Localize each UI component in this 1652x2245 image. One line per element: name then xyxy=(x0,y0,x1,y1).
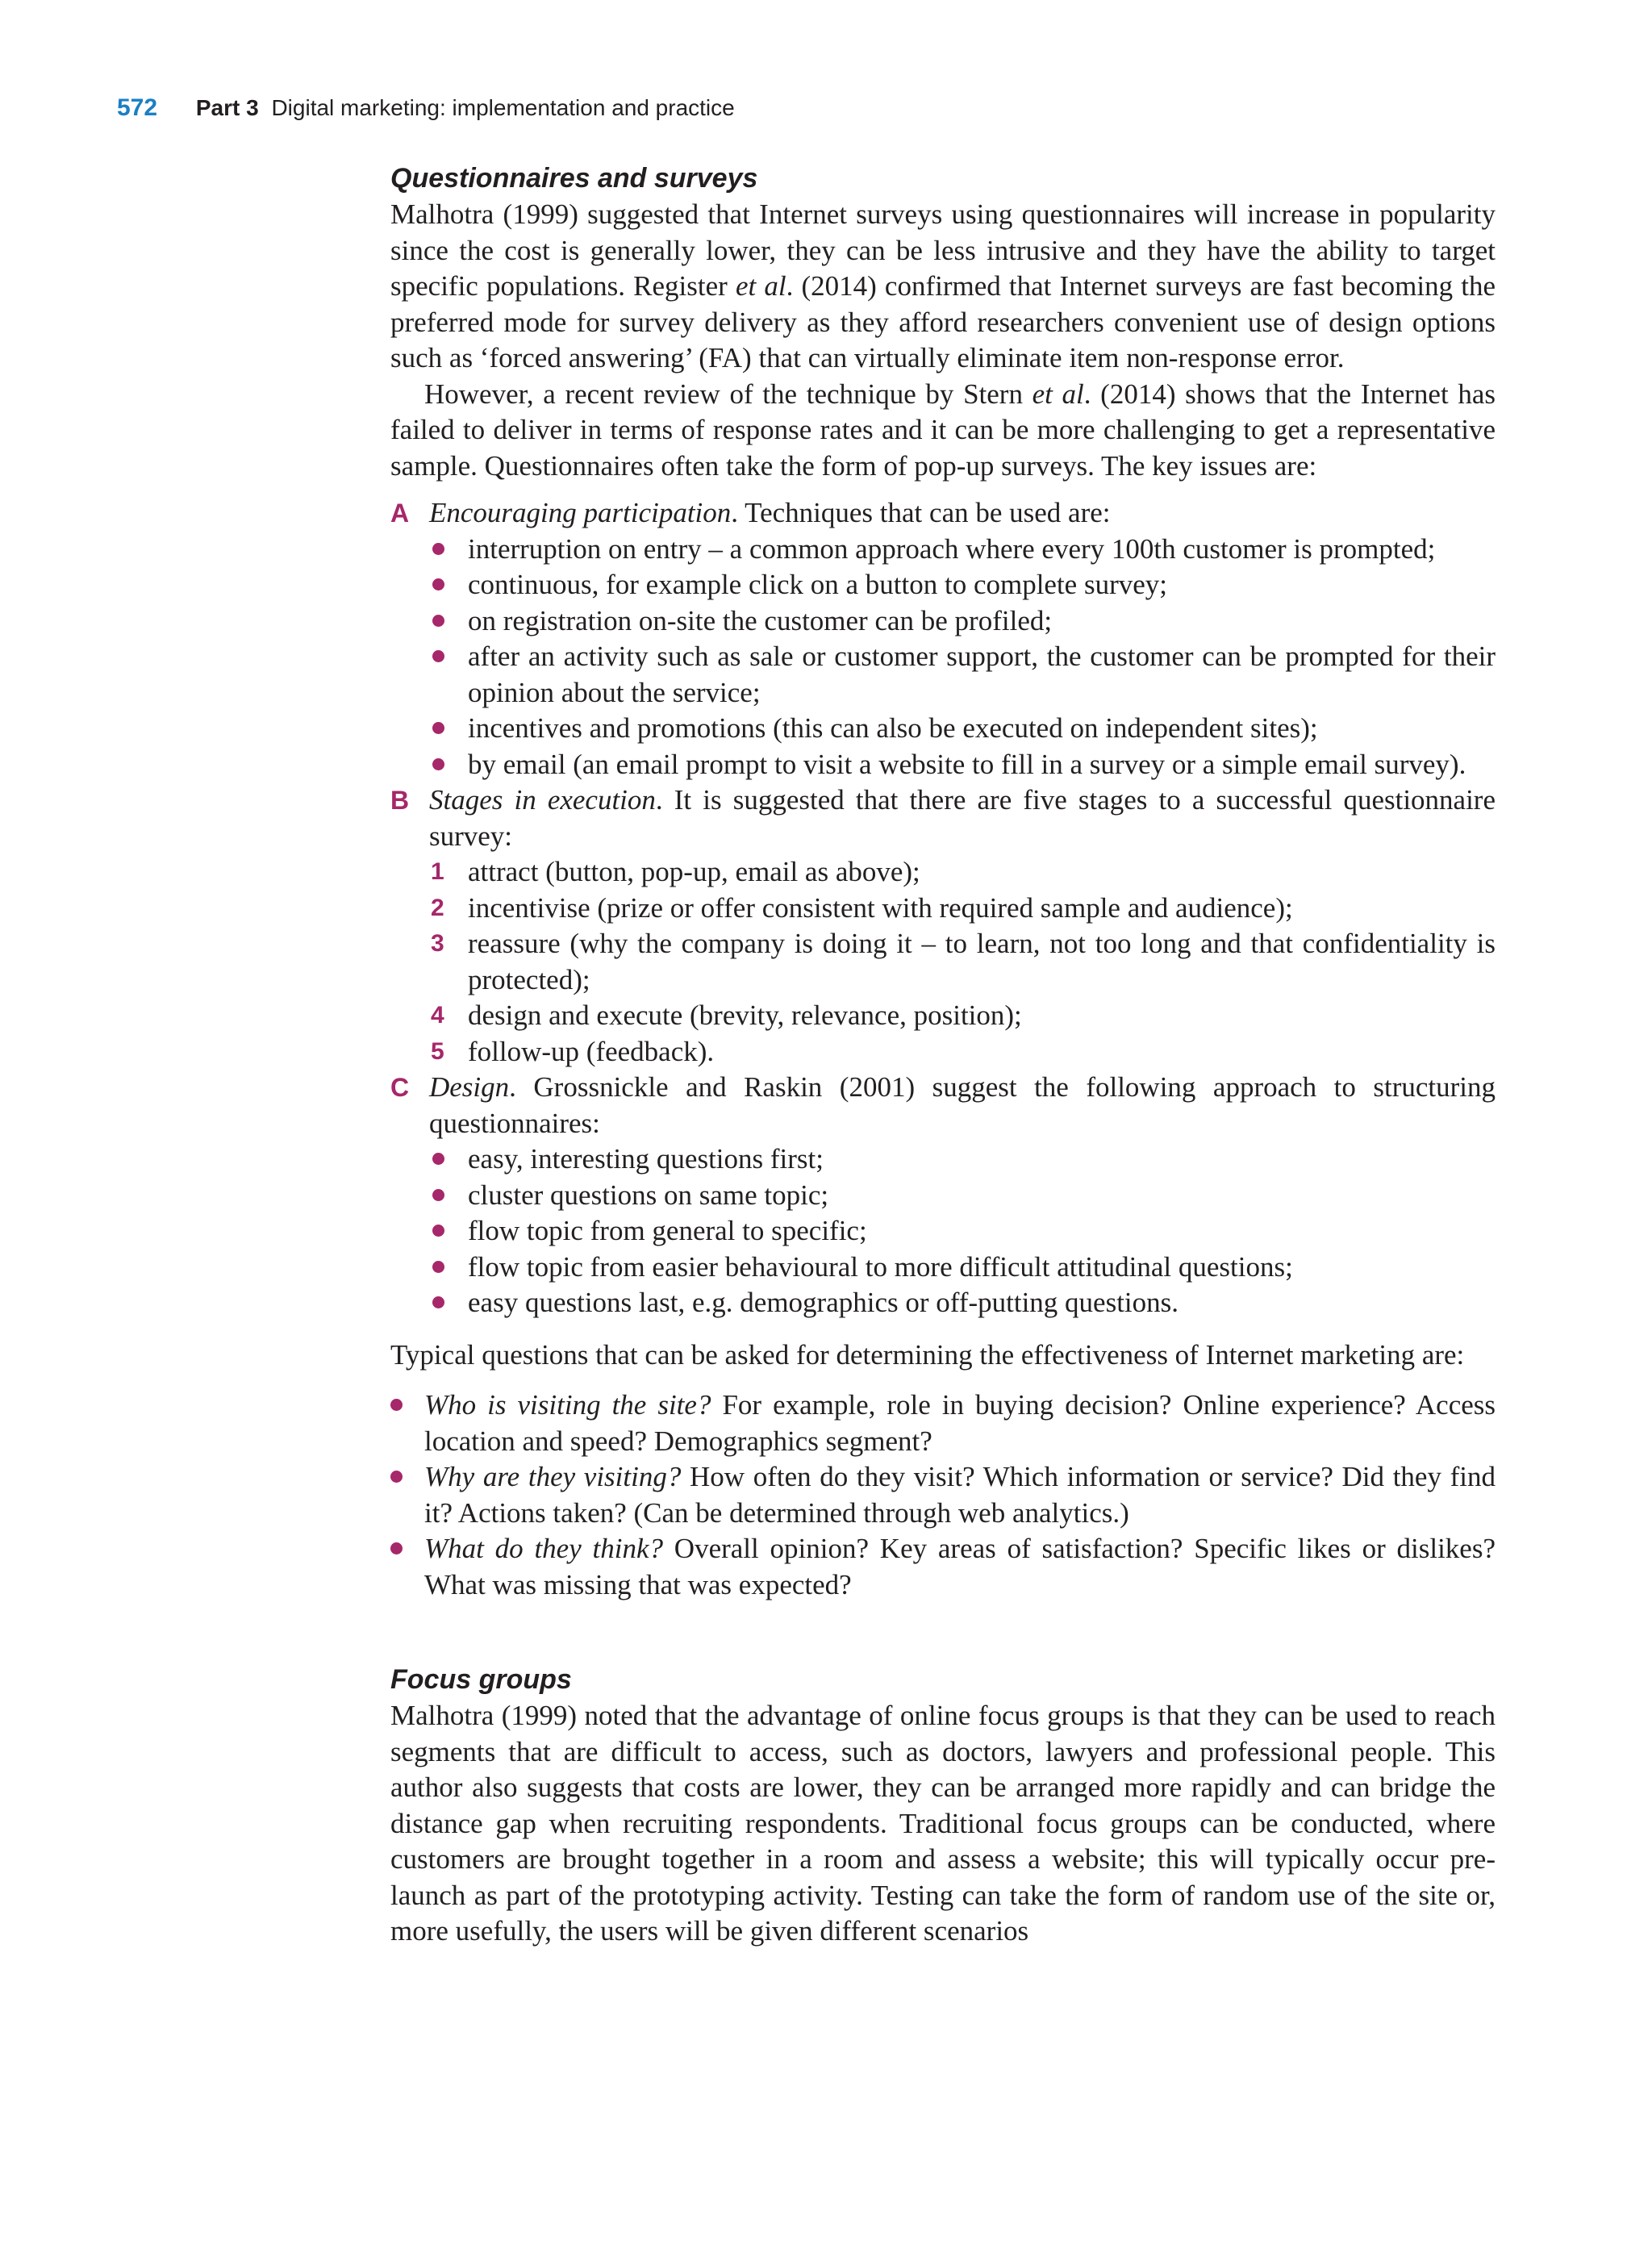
item-marker: C xyxy=(390,1073,410,1102)
bullet-item: flow topic from easier behavioural to more difficult attitudinal questions; xyxy=(429,1250,1496,1286)
bullet-icon xyxy=(432,543,444,555)
item-title: Encouraging participation xyxy=(429,497,732,528)
bullet-icon xyxy=(390,1542,403,1554)
bullet-icon xyxy=(432,1189,444,1201)
bullet-item: flow topic from general to specific; xyxy=(429,1213,1496,1250)
paragraph-typical-questions: Typical questions that can be asked for determining the effectiveness of Internet marketing are: xyxy=(390,1338,1465,1371)
bullet-icon xyxy=(432,578,444,590)
typical-question-item: Why are they visiting? How often do they visit? Which information or service? Did they find it? Actions taken? (Can be determined through web analytics.) xyxy=(390,1459,1496,1531)
bullet-icon xyxy=(432,650,444,662)
bullet-item: easy, interesting questions first; xyxy=(429,1141,1496,1178)
bullet-icon xyxy=(390,1471,403,1483)
part-label: Part 3 xyxy=(195,95,259,120)
typical-question-item: What do they think? Overall opinion? Key areas of satisfaction? Specific likes or dislikes? What was missing that was expected? xyxy=(390,1531,1496,1603)
numbered-item: 5 follow-up (feedback). xyxy=(431,1035,715,1067)
item-marker: A xyxy=(390,499,410,528)
list-item-c: C Design. Grossnickle and Raskin (2001) suggest the following approach to structuring questionnaires: easy, interesting questions first; cluster questions on same topic; flow topic from general to specific; flow topic from easier behavioural to more difficult attitudinal questions; easy questions last, e.g. demographics or off-putting questions. xyxy=(390,1070,1496,1321)
item-title: Design xyxy=(429,1071,510,1103)
numbered-item: 3 reassure (why the company is doing it – to learn, not too long and that confidentiality is protected); xyxy=(431,928,1496,995)
paragraph: Malhotra (1999) noted that the advantage of online focus groups is that they can be used to reach segments that are difficult to access, such as doctors, lawyers and professional people. This author also suggests that costs are lower, they can be arranged more rapidly and can bridge the distance gap when recruiting respondents. Traditional focus groups can be conducted, where customers are brought together in a room and assess a website; this will typically occur pre-launch as part of the prototyping activity. Testing can take the form of random use of the site or, more usefully, the users will be given different scenarios xyxy=(390,1700,1496,1947)
bullet-item: continuous, for example click on a button to complete survey; xyxy=(429,567,1496,603)
bullet-item: incentives and promotions (this can also be executed on independent sites); xyxy=(429,711,1496,747)
bullet-icon xyxy=(390,1399,403,1411)
numbered-item: 2 incentivise (prize or offer consistent with required sample and audience); xyxy=(431,891,1293,924)
section-heading-questionnaires: Questionnaires and surveys xyxy=(390,163,758,194)
list-item-a: A Encouraging participation. Techniques that can be used are: interruption on entry – a common approach where every 100th customer is prompted; continuous, for example click on a button to complete survey; on registration on-site the customer can be profiled; after an activity such as sale or customer support, the customer can be prompted for their opinion about the service; incentives and promotions (this can also be executed on independent sites); by email (an email prompt to visit a website to fill in a survey or a simple email survey). xyxy=(390,495,1496,782)
numbered-item: 1 attract (button, pop-up, email as above); xyxy=(431,856,920,887)
bullet-item: interruption on entry – a common approach where every 100th customer is prompted; xyxy=(429,532,1496,568)
running-header xyxy=(117,92,735,124)
item-title: Stages in execution xyxy=(429,784,656,816)
paragraph: However, a recent review of the technique by Stern et al. (2014) shows that the Internet has failed to deliver in terms of response rates and it can be more challenging to get a representative sample. Questionnaires often take the form of pop-up surveys. The key issues are: xyxy=(390,378,1496,482)
section-heading-focus-groups: Focus groups xyxy=(390,1664,572,1695)
bullet-icon xyxy=(432,1261,444,1273)
bullet-item: on registration on-site the customer can be profiled; xyxy=(429,603,1496,640)
part-title: Digital marketing: implementation and practice xyxy=(271,95,735,120)
typical-question-item: Who is visiting the site? For example, role in buying decision? Online experience? Access location and speed? Demographics segment? xyxy=(390,1387,1496,1459)
bullet-item: easy questions last, e.g. demographics or off-putting questions. xyxy=(429,1285,1496,1321)
bullet-icon xyxy=(432,722,444,734)
bullet-icon xyxy=(432,1225,444,1237)
page-body xyxy=(390,160,1496,1950)
bullet-icon xyxy=(432,1153,444,1165)
bullet-icon xyxy=(432,1296,444,1308)
bullet-item: after an activity such as sale or customer support, the customer can be prompted for their opinion about the service; xyxy=(429,639,1496,711)
numbered-item: 4 design and execute (brevity, relevance, position); xyxy=(431,999,1022,1031)
bullet-item: by email (an email prompt to visit a website to fill in a survey or a simple email survey). xyxy=(429,747,1496,783)
item-marker: B xyxy=(390,786,410,815)
bullet-item: cluster questions on same topic; xyxy=(429,1178,1496,1214)
list-item-b: B Stages in execution. It is suggested that there are five stages to a successful questionnaire survey: 1 attract (button, pop-up, email as above); 2 incentivise (prize or offer consistent with required sample and audience); 3 reassure (why the company is doing it – to learn, not too long and that confidentiality is protected); 4 design and execute (brevity, relevance, position); 5 follow-up (feedback). xyxy=(390,782,1496,1070)
paragraph: Malhotra (1999) suggested that Internet surveys using questionnaires will increase in popularity since the cost is generally lower, they can be less intrusive and they have the ability to target specific populations. Register et al. (2014) confirmed that Internet surveys are fast becoming the preferred mode for survey delivery as they afford researchers convenient use of design options such as ‘forced answering’ (FA) that can virtually eliminate item non-response error. xyxy=(390,198,1496,373)
bullet-icon xyxy=(432,758,444,770)
bullet-icon xyxy=(432,615,444,627)
page-number: 572 xyxy=(117,94,158,121)
